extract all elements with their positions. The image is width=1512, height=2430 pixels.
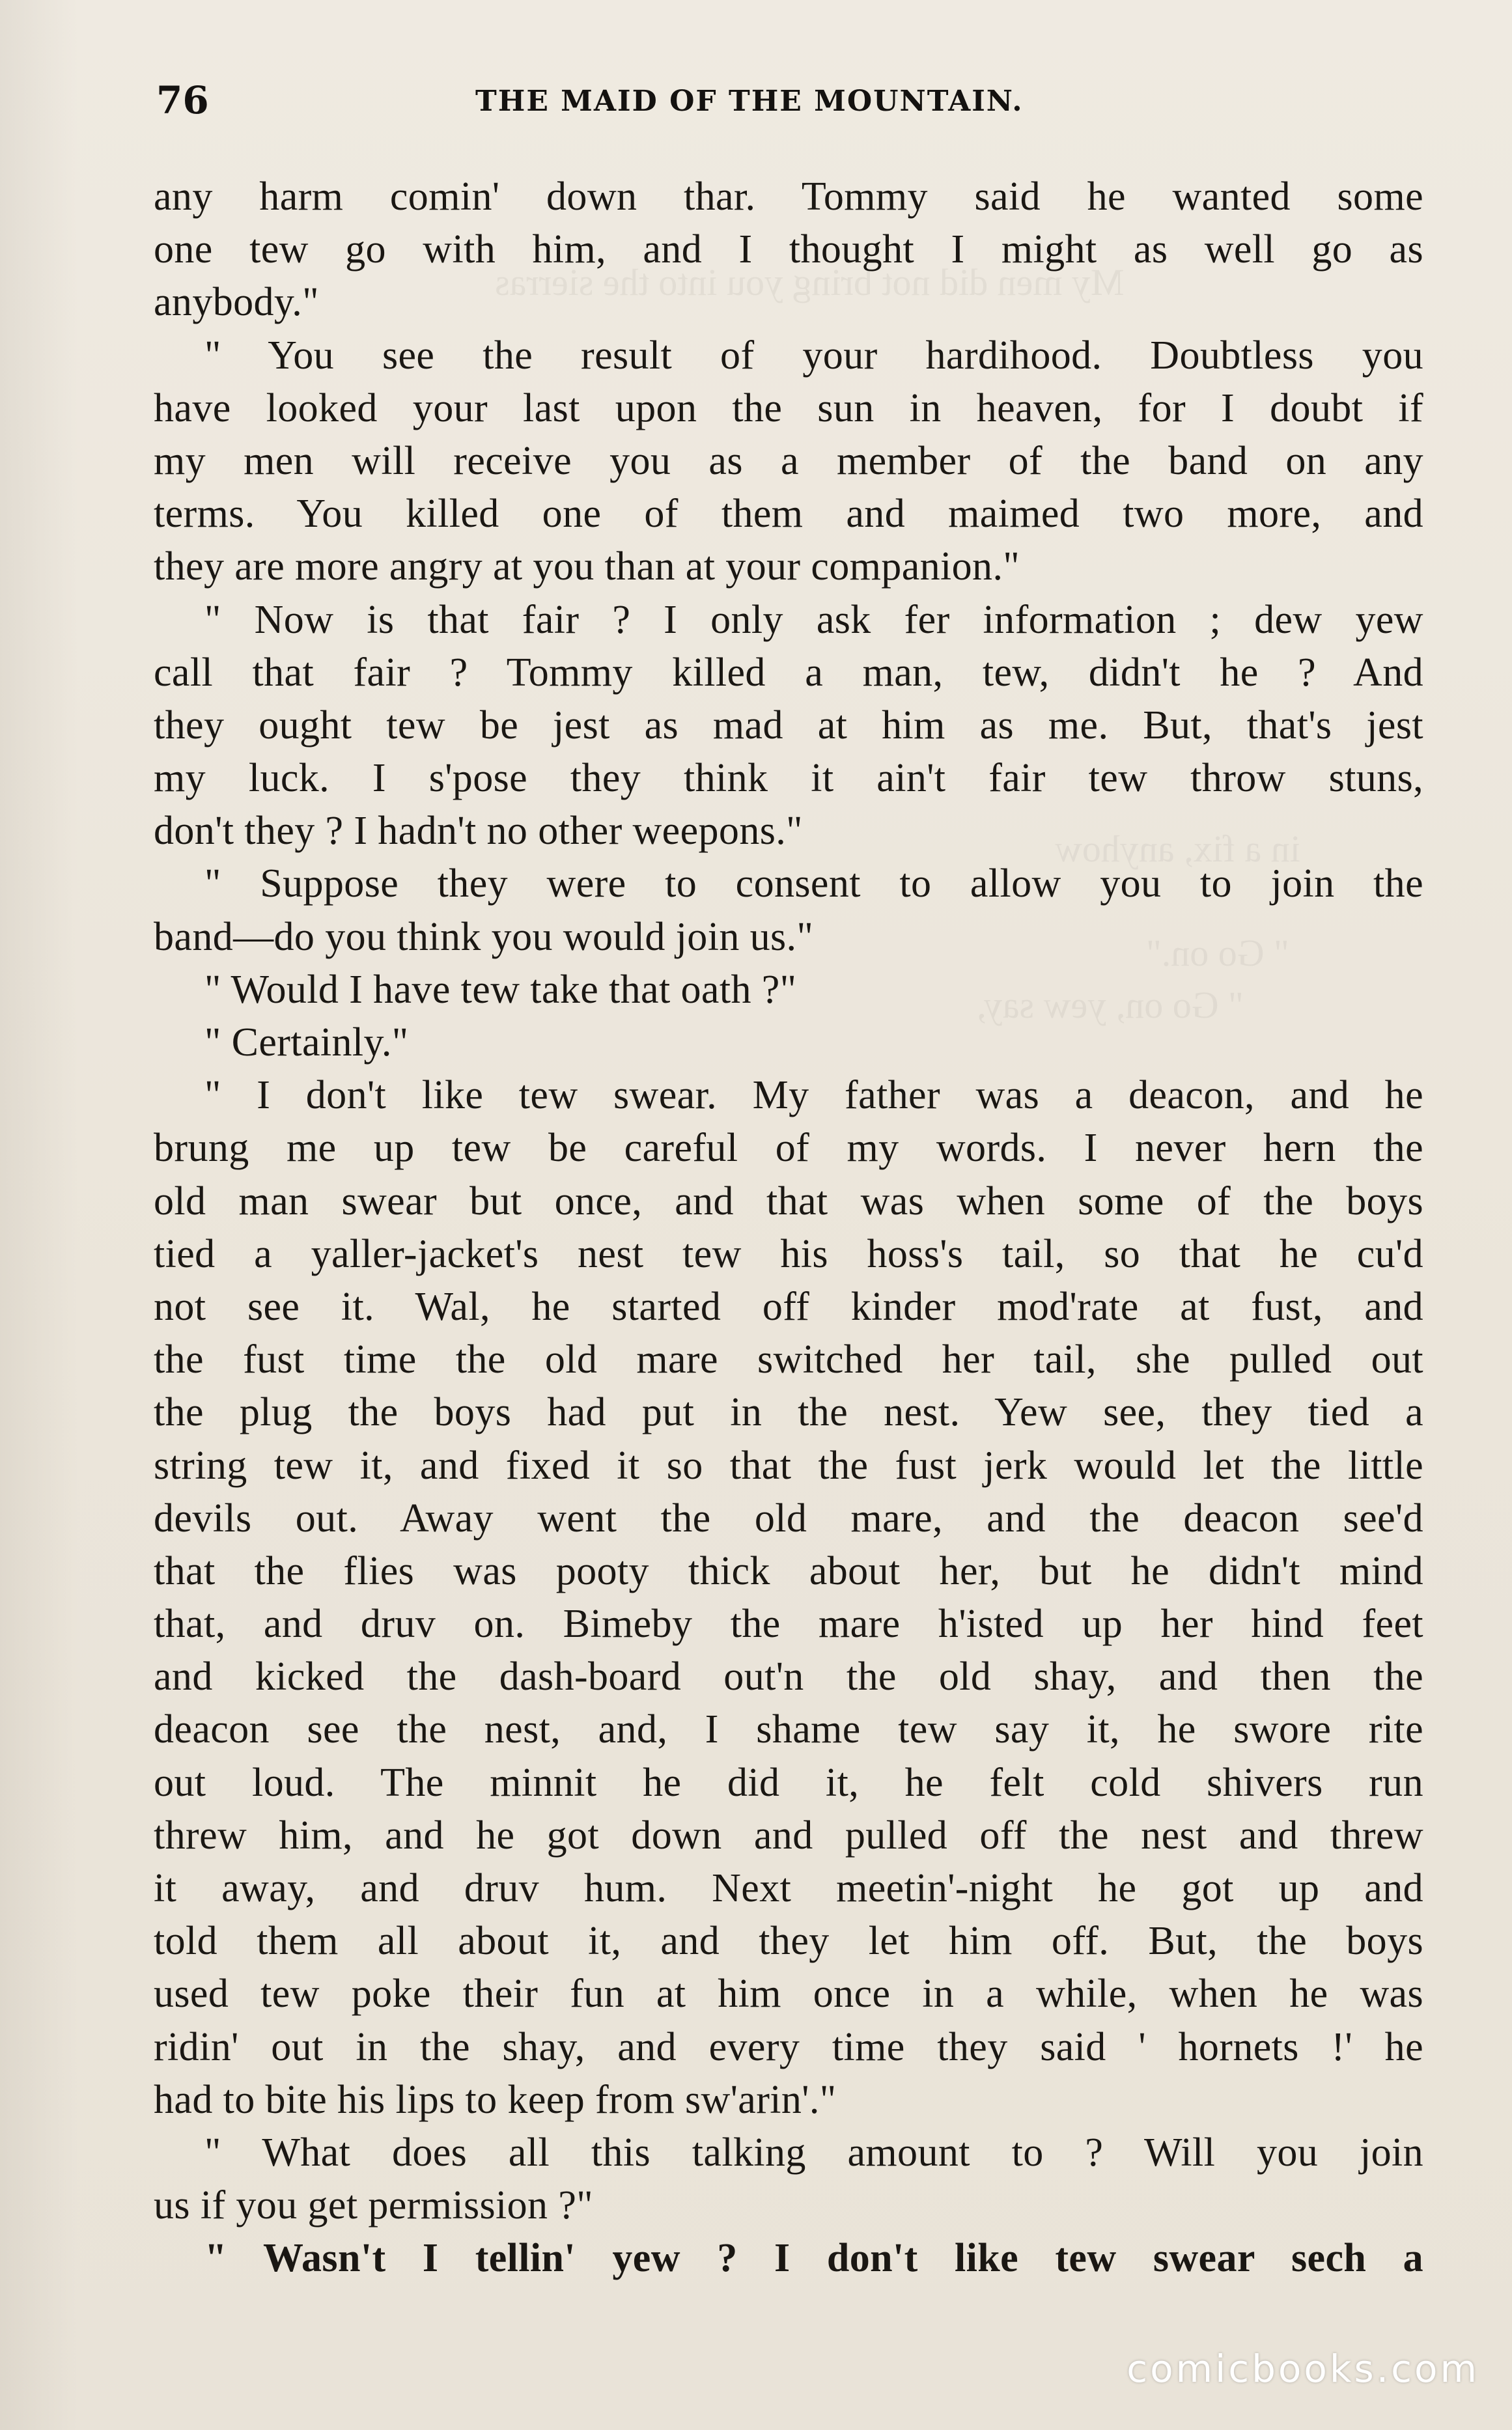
- text-line: string tew it, and fixed it so that the fust jerk would let the little: [154, 1443, 1423, 1488]
- text-line: my luck. I s'pose they think it ain't fair tew throw stuns,: [154, 756, 1423, 801]
- text-line: anybody.": [154, 280, 319, 325]
- text-line: " Now is that fair ? I only ask fer information ; dew yew: [204, 597, 1423, 642]
- text-line: have looked your last upon the sun in heaven, for I doubt if: [154, 385, 1423, 430]
- text-line: brung me up tew be careful of my words. I never hern the: [154, 1126, 1423, 1171]
- text-line: threw him, and he got down and pulled off the nest and threw: [154, 1813, 1423, 1858]
- text-line: " I don't like tew swear. My father was a deacon, and he: [204, 1073, 1423, 1118]
- text-line: " Wasn't I tellin' yew ? I don't like tew swear sech a: [204, 2236, 1423, 2281]
- text-line: old man swear but once, and that was when some of the boys: [154, 1179, 1423, 1223]
- text-line: had to bite his lips to keep from sw'arin'.": [154, 2077, 837, 2122]
- text-line: told them all about it, and they let him off. But, the boys: [154, 1919, 1423, 1964]
- page-number: 76: [156, 78, 209, 122]
- text-line: ridin' out in the shay, and every time they said ' hornets !' he: [154, 2024, 1423, 2069]
- text-line: " Suppose they were to consent to allow you to join the: [204, 861, 1423, 906]
- site-watermark: comicbooks.com: [1127, 2347, 1479, 2391]
- text-line: " Certainly.": [204, 1020, 409, 1065]
- text-line: and kicked the dash-board out'n the old shay, and then the: [154, 1655, 1423, 1699]
- bleed-through-text: " Go on, yew say,: [977, 984, 1244, 1026]
- text-line: any harm comin' down thar. Tommy said he wanted some: [154, 175, 1423, 219]
- text-line: " You see the result of your hardihood. Doubtless you: [204, 333, 1423, 378]
- text-line: the plug the boys had put in the nest. Yew see, they tied a: [154, 1390, 1423, 1435]
- text-line: " What does all this talking amount to ? Will you join: [204, 2130, 1423, 2175]
- bleed-through-text: " Go on.": [1146, 932, 1289, 974]
- page-header: [156, 78, 1426, 130]
- body-text: [154, 171, 1423, 2285]
- text-line: they are more angry at you than at your companion.": [154, 544, 1020, 589]
- text-line: one tew go with him, and I thought I might as well go as: [154, 227, 1423, 272]
- text-line: that the flies was pooty thick about her, but he didn't mind: [154, 1548, 1423, 1593]
- text-line: band—do you think you would join us.": [154, 914, 814, 959]
- text-line: used tew poke their fun at him once in a while, when he was: [154, 1972, 1423, 2017]
- running-title: THE MAID OF THE MOUNTAIN.: [475, 85, 1024, 118]
- text-line: don't they ? I hadn't no other weepons.": [154, 809, 803, 854]
- text-line: they ought tew be jest as mad at him as me. But, that's jest: [154, 703, 1423, 747]
- bleed-through-text: My men did not bring you into the sierras: [495, 261, 1125, 303]
- text-line: devils out. Away went the old mare, and the deacon see'd: [154, 1496, 1423, 1541]
- text-line: deacon see the nest, and, I shame tew say it, he swore rite: [154, 1707, 1423, 1752]
- text-line: that, and druv on. Bimeby the mare h'isted up her hind feet: [154, 1602, 1423, 1647]
- text-line: it away, and druv hum. Next meetin'-night he got up and: [154, 1866, 1423, 1910]
- text-line: us if you get permission ?": [154, 2183, 593, 2228]
- text-line: my men will receive you as a member of the band on any: [154, 438, 1423, 483]
- text-line: terms. You killed one of them and maimed two more, and: [154, 492, 1423, 537]
- page-edge-shadow: [0, 0, 78, 2430]
- text-line: the fust time the old mare switched her tail, she pulled out: [154, 1337, 1423, 1382]
- text-line: tied a yaller-jacket's nest tew his hoss's tail, so that he cu'd: [154, 1231, 1423, 1276]
- text-line: out loud. The minnit he did it, he felt cold shivers run: [154, 1760, 1423, 1805]
- bleed-through-text: in a fix, anyhow: [1055, 828, 1300, 870]
- text-line: " Would I have tew take that oath ?": [204, 967, 797, 1012]
- text-line: call that fair ? Tommy killed a man, tew, didn't he ? And: [154, 650, 1423, 695]
- text-line: not see it. Wal, he started off kinder mod'rate at fust, and: [154, 1284, 1423, 1329]
